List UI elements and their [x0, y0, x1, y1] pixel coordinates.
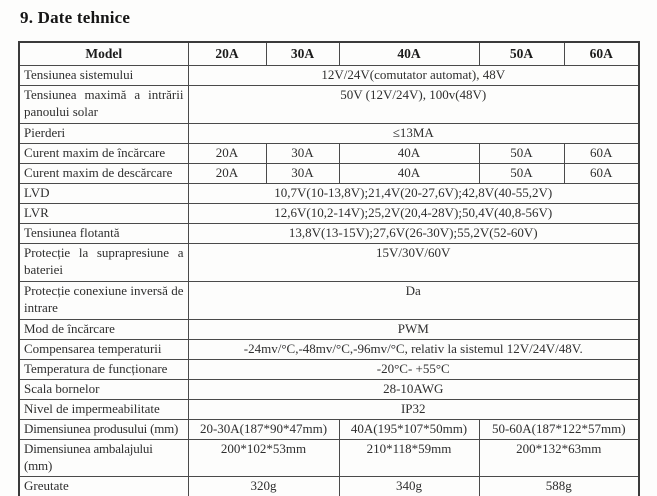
column-header-30a: 30A — [266, 42, 339, 66]
row-value: PWM — [188, 320, 639, 340]
row-value: IP32 — [188, 400, 639, 420]
row-label: Tensiunea maximă a intrării panoului solar — [19, 86, 188, 124]
row-value: 50A — [479, 164, 564, 184]
table-header-row — [19, 42, 639, 66]
row-label: Greutate — [19, 476, 188, 496]
column-header-50a: 50A — [479, 42, 564, 66]
spec-row-waterproof-level — [19, 400, 639, 420]
row-value: 20-30A(187*90*47mm) — [188, 420, 339, 440]
row-value: 20A — [188, 164, 266, 184]
row-value: 50A — [479, 144, 564, 164]
spec-row-float-voltage — [19, 224, 639, 244]
row-value: 320g — [188, 476, 339, 496]
spec-row-operating-temperature — [19, 360, 639, 380]
spec-row-weight — [19, 476, 639, 496]
row-label: Mod de încărcare — [19, 320, 188, 340]
spec-row-max-input-voltage — [19, 86, 639, 124]
row-value: 340g — [339, 476, 479, 496]
spec-row-lvd — [19, 184, 639, 204]
spec-row-reverse-connection-protection — [19, 282, 639, 320]
spec-row-package-dimensions — [19, 440, 639, 477]
row-value: 28-10AWG — [188, 380, 639, 400]
row-value: 20A — [188, 144, 266, 164]
spec-row-temperature-compensation — [19, 340, 639, 360]
row-label: Protecție la suprapresiune a bateriei — [19, 244, 188, 282]
row-label: Dimensiunea ambalajului (mm) — [19, 440, 188, 477]
spec-row-overvoltage-protection — [19, 244, 639, 282]
row-label: LVR — [19, 204, 188, 224]
row-label: LVD — [19, 184, 188, 204]
column-header-20a: 20A — [188, 42, 266, 66]
row-value: 40A(195*107*50mm) — [339, 420, 479, 440]
spec-row-terminal-scale — [19, 380, 639, 400]
row-label: Tensiunea sistemului — [19, 66, 188, 86]
row-value: 210*118*59mm — [339, 440, 479, 477]
column-header-60a: 60A — [564, 42, 639, 66]
spec-row-losses — [19, 124, 639, 144]
row-value: 12,6V(10,2-14V);25,2V(20,4-28V);50,4V(40,8-56V) — [188, 204, 639, 224]
row-value: 40A — [339, 144, 479, 164]
row-label: Scala bornelor — [19, 380, 188, 400]
row-value: -24mv/°C,-48mv/°C,-96mv/°C, relativ la sistemul 12V/24V/48V. — [188, 340, 639, 360]
column-header-40a: 40A — [339, 42, 479, 66]
row-value: 200*132*63mm — [479, 440, 639, 477]
column-header-model: Model — [19, 42, 188, 66]
row-value: 30A — [266, 144, 339, 164]
row-label: Temperatura de funcționare — [19, 360, 188, 380]
spec-row-max-discharge-current — [19, 164, 639, 184]
spec-row-charge-mode — [19, 320, 639, 340]
row-value: -20°C- +55°C — [188, 360, 639, 380]
row-label: Pierderi — [19, 124, 188, 144]
row-label: Compensarea temperaturii — [19, 340, 188, 360]
row-value: 50V (12V/24V), 100v(48V) — [188, 86, 639, 124]
row-value: Da — [188, 282, 639, 320]
spec-row-system-voltage — [19, 66, 639, 86]
technical-data-table — [18, 41, 640, 496]
spec-row-lvr — [19, 204, 639, 224]
row-value: ≤13MA — [188, 124, 639, 144]
row-value: 60A — [564, 144, 639, 164]
row-value: 588g — [479, 476, 639, 496]
row-value: 13,8V(13-15V);27,6V(26-30V);55,2V(52-60V) — [188, 224, 639, 244]
section-title: 9. Date tehnice — [20, 8, 131, 27]
row-label: Dimensiunea produsului (mm) — [19, 420, 188, 440]
row-value: 15V/30V/60V — [188, 244, 639, 282]
row-value: 40A — [339, 164, 479, 184]
spec-row-max-charge-current — [19, 144, 639, 164]
spec-row-product-dimensions — [19, 420, 639, 440]
row-label: Protecție conexiune inversă de intrare — [19, 282, 188, 320]
row-value: 10,7V(10-13,8V);21,4V(20-27,6V);42,8V(40-55,2V) — [188, 184, 639, 204]
row-value: 60A — [564, 164, 639, 184]
row-label: Curent maxim de încărcare — [19, 144, 188, 164]
row-label: Nivel de impermeabilitate — [19, 400, 188, 420]
row-value: 200*102*53mm — [188, 440, 339, 477]
row-value: 50-60A(187*122*57mm) — [479, 420, 639, 440]
row-value: 30A — [266, 164, 339, 184]
row-label: Tensiunea flotantă — [19, 224, 188, 244]
row-value: 12V/24V(comutator automat), 48V — [188, 66, 639, 86]
row-label: Curent maxim de descărcare — [19, 164, 188, 184]
